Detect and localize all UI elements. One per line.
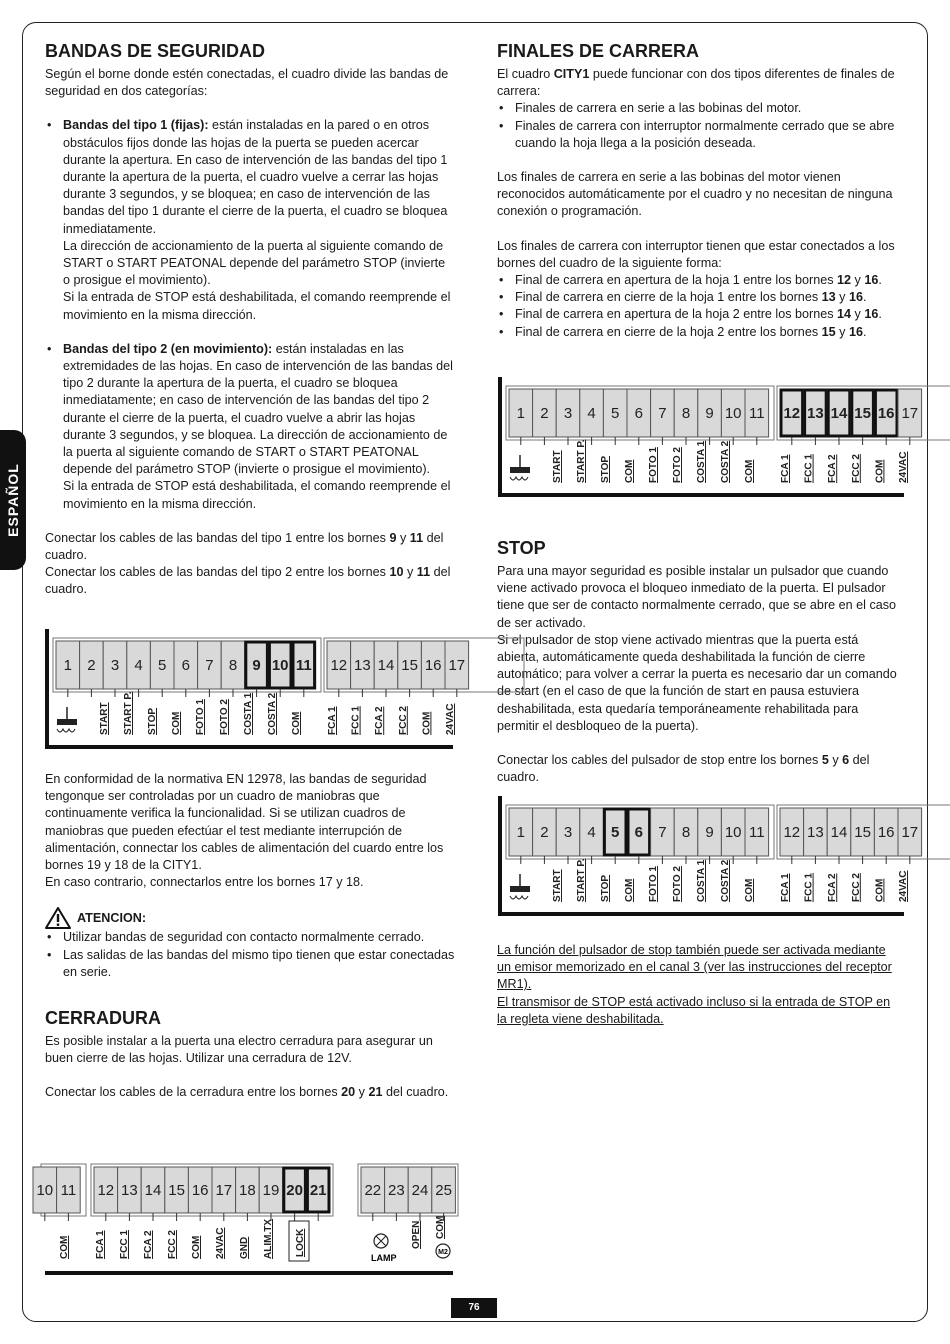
terminal-18 xyxy=(236,1167,260,1213)
terminal-number: 17 xyxy=(448,657,466,674)
terminal-number: 12 xyxy=(97,1182,115,1199)
terminal-7 xyxy=(651,389,675,437)
terminal-10 xyxy=(721,808,745,856)
finales-serie: Los finales de carrera en serie a las bobinas del motor vienen reconocidos automáticamente por el cuadro y no necesitan de ninguna conexión o programación. xyxy=(497,170,893,219)
left-column-lower xyxy=(45,771,455,1102)
finales-conn-list xyxy=(497,272,902,341)
terminal-6 xyxy=(174,641,198,689)
terminal-number: 16 xyxy=(191,1182,209,1199)
terminal-label: FOTO 1 xyxy=(648,447,659,483)
stop-text2: Si el pulsador de stop viene activado mientras que la puerta está abierta, automáticamente queda deshabilitada la función de cierre automático; para volver a cerrar la puerta es necesario dar un comando de start (en el caso de que la función de start en pausa estuviera deshabilitada, esta quedaría temporáneamente rehabilitada para permitir el desbloqueo de la puerta). xyxy=(497,632,897,733)
terminal-label: FOTO 2 xyxy=(219,699,230,735)
terminal-label: COM xyxy=(744,459,755,483)
terminal-number: 7 xyxy=(658,405,667,422)
terminal-number: 20 xyxy=(286,1182,303,1199)
terminal-label: COM xyxy=(744,878,755,902)
terminal-number: 19 xyxy=(262,1182,280,1199)
terminal-diagram-lock xyxy=(36,1163,453,1275)
bandas-conn2: Conectar los cables de las bandas del tipo 2 entre los bornes 10 y 11 del cuadro. xyxy=(45,565,451,597)
terminal-4 xyxy=(580,389,604,437)
right-column-stop xyxy=(497,537,902,786)
terminal-number: 11 xyxy=(60,1182,77,1199)
terminal-8 xyxy=(674,808,698,856)
terminal-number: 14 xyxy=(830,405,848,422)
terminal-label: COM xyxy=(874,459,886,483)
terminal-7 xyxy=(198,641,222,689)
terminal-3 xyxy=(103,641,127,689)
terminal-number: 4 xyxy=(587,405,596,422)
terminal-label: COSTA 2 xyxy=(720,859,731,902)
terminal-19 xyxy=(259,1167,283,1213)
terminal-10 xyxy=(33,1167,57,1213)
left-column xyxy=(45,40,455,599)
terminal-8 xyxy=(674,389,698,437)
terminal-17 xyxy=(898,808,922,856)
terminal-number: 9 xyxy=(252,657,261,674)
board-base xyxy=(498,493,904,497)
warning-icon xyxy=(45,907,71,929)
terminal-label: COSTA 1 xyxy=(696,859,707,902)
terminal-label: LOCK xyxy=(295,1228,306,1257)
terminal-diagram-stop xyxy=(498,796,919,916)
terminal-number: 17 xyxy=(901,824,919,841)
terminal-number: 10 xyxy=(271,657,289,674)
terminal-label: FCC 2 xyxy=(167,1230,178,1259)
terminal-16 xyxy=(874,808,898,856)
terminal-label: FOTO 1 xyxy=(195,699,206,735)
page-number: 76 xyxy=(451,1298,497,1318)
terminal-number: 5 xyxy=(611,824,620,841)
terminal-5 xyxy=(150,641,174,689)
motor-label: M2 xyxy=(438,1249,448,1256)
terminal-label: FCC 1 xyxy=(803,454,815,483)
terminal-label: COM xyxy=(435,1215,446,1239)
terminal-label: FOTO 1 xyxy=(648,866,659,902)
lock-icon xyxy=(289,1221,309,1261)
motor-icon xyxy=(436,1244,450,1258)
terminal-number: 17 xyxy=(901,405,919,422)
terminal-number: 4 xyxy=(587,824,596,841)
terminal-9 xyxy=(245,641,269,689)
terminal-17 xyxy=(212,1167,236,1213)
stop-note1: La función del pulsador de stop también puede ser activada mediante un emisor memorizado en el canal 3 (ver las instrucciones del receptor MR1). xyxy=(497,943,892,992)
terminal-label: FCA 1 xyxy=(95,1230,106,1259)
terminal-label: START xyxy=(552,869,563,902)
terminal-number: 1 xyxy=(516,824,525,841)
terminal-11 xyxy=(745,808,769,856)
bandas-intro: Según el borne donde estén conectadas, el cuadro divide las bandas de seguridad en dos categorías: xyxy=(45,67,449,99)
terminal-number: 13 xyxy=(354,657,371,674)
antenna-icon xyxy=(510,874,530,899)
terminal-number: 1 xyxy=(516,405,525,422)
terminal-5 xyxy=(603,389,627,437)
terminal-number: 15 xyxy=(854,824,871,841)
language-tab: ESPAÑOL xyxy=(0,430,26,570)
terminal-24 xyxy=(408,1167,432,1213)
finales-conn: • Final de carrera en apertura de la hoja 1 entre los bornes 12 y 16. xyxy=(497,272,902,289)
terminal-diagram-bandas xyxy=(45,629,466,749)
lamp-label: LAMP xyxy=(371,1253,397,1263)
terminal-label: COM xyxy=(874,878,886,902)
terminal-8 xyxy=(221,641,245,689)
terminal-label: COM xyxy=(291,711,302,735)
terminal-3 xyxy=(556,389,580,437)
finales-intro: El cuadro CITY1 puede funcionar con dos tipos diferentes de finales de carrera: xyxy=(497,67,895,99)
terminal-21 xyxy=(306,1167,330,1213)
terminal-number: 18 xyxy=(239,1182,256,1199)
terminal-label: COM xyxy=(421,711,433,735)
cerradura-conn: Conectar los cables de la cerradura entre los bornes 20 y 21 del cuadro. xyxy=(45,1085,449,1100)
terminal-label: START P. xyxy=(123,691,134,735)
terminal-10 xyxy=(721,389,745,437)
board-base xyxy=(498,912,904,916)
terminal-label: START P. xyxy=(576,858,587,902)
terminal-label: FCC 2 xyxy=(850,873,862,902)
board-edge xyxy=(498,796,502,914)
board-edge xyxy=(498,377,502,495)
terminal-label: COSTA 1 xyxy=(696,440,707,483)
lamp-icon xyxy=(371,1234,397,1263)
bandas-tipo2: • Bandas del tipo 2 (en movimiento): están instaladas en las extremidades de las hojas. En caso de intervención de las bandas del tipo 2 durante la apertura de la puerta, el cuadro se bloquea inmediatamente; en caso de intervención de las bandas del tipo 2 durante el cierre de la puerta, el cuadro vuelve a abrir las hojas durante 3 segundos, y se bloquea. La dirección de accionamiento de la puerta al siguiente comando de START o START PEATONAL depende del parámetro STOP (invierte o prosigue el movimiento). Si la entrada de STOP está deshabilitada, el comando reemprende el movimiento en la misma dirección. xyxy=(45,341,455,513)
terminal-number: 15 xyxy=(854,405,871,422)
terminal-15 xyxy=(398,641,422,689)
terminal-2 xyxy=(533,389,557,437)
terminal-number: 16 xyxy=(877,824,895,841)
terminal-13 xyxy=(804,808,828,856)
terminal-1 xyxy=(509,389,533,437)
terminal-label: COSTA 2 xyxy=(267,692,278,735)
terminal-label: OPEN xyxy=(411,1220,422,1249)
terminal-number: 13 xyxy=(807,824,824,841)
terminal-15 xyxy=(165,1167,189,1213)
terminal-number: 6 xyxy=(634,824,643,841)
terminal-number: 1 xyxy=(63,657,72,674)
terminal-14 xyxy=(827,808,851,856)
terminal-label: FCC 2 xyxy=(850,454,862,483)
terminal-13 xyxy=(118,1167,142,1213)
terminal-12 xyxy=(780,389,804,437)
terminal-17 xyxy=(898,389,922,437)
terminal-label: START xyxy=(99,702,110,735)
terminal-number: 5 xyxy=(158,657,167,674)
terminal-label: FCC 1 xyxy=(350,706,362,735)
terminal-number: 7 xyxy=(658,824,667,841)
norma-text2: En caso contrario, connectarlos entre los bornes 17 y 18. xyxy=(45,875,364,890)
finales-interr: Los finales de carrera con interruptor tienen que estar conectados a los bornes del cuadro de la siguiente forma: xyxy=(497,238,895,270)
terminal-13 xyxy=(804,389,828,437)
atencion-list xyxy=(45,929,455,981)
terminal-label: FCA 2 xyxy=(374,706,386,735)
terminal-13 xyxy=(351,641,375,689)
atencion-heading: ATENCION: xyxy=(45,907,455,929)
terminal-number: 3 xyxy=(110,657,120,674)
antenna-icon xyxy=(510,455,530,480)
finales-conn: • Final de carrera en cierre de la hoja 1 entre los bornes 13 y 16. xyxy=(497,289,902,306)
terminal-17 xyxy=(445,641,469,689)
terminal-25 xyxy=(432,1167,456,1213)
finales-type: • Finales de carrera con interruptor normalmente cerrado que se abre cuando la hoja llega a la posición deseada. xyxy=(497,118,902,152)
cerradura-text: Es posible instalar a la puerta una electro cerradura para asegurar un buen cierre de las hojas. Utilizar una cerradura de 12V. xyxy=(45,1034,433,1066)
terminal-label: FCA 2 xyxy=(827,454,839,483)
terminal-14 xyxy=(141,1167,165,1213)
terminal-number: 12 xyxy=(330,657,348,674)
terminal-number: 15 xyxy=(168,1182,185,1199)
finales-type: • Finales de carrera en serie a las bobinas del motor. xyxy=(497,100,902,117)
terminal-label: FOTO 2 xyxy=(672,447,683,483)
terminal-number: 16 xyxy=(877,405,895,422)
terminal-label: 24VAC xyxy=(898,451,909,483)
terminal-label: 24VAC xyxy=(898,870,909,902)
terminal-number: 10 xyxy=(36,1182,54,1199)
terminal-number: 9 xyxy=(705,824,714,841)
terminal-label: FCA 1 xyxy=(780,873,791,902)
terminal-label: FCC 1 xyxy=(119,1230,130,1259)
terminal-label: COM xyxy=(191,1235,202,1259)
terminal-16 xyxy=(421,641,445,689)
terminal-diagram-finales xyxy=(498,377,919,497)
terminal-15 xyxy=(851,808,875,856)
terminal-7 xyxy=(651,808,675,856)
terminal-label: STOP xyxy=(600,874,611,902)
terminal-label: COM xyxy=(624,459,635,483)
terminal-label: FOTO 2 xyxy=(672,866,683,902)
terminal-number: 14 xyxy=(830,824,848,841)
terminal-number: 15 xyxy=(401,657,418,674)
terminal-label: GND xyxy=(239,1236,250,1259)
terminal-label: STOP xyxy=(147,707,158,735)
terminal-number: 14 xyxy=(144,1182,162,1199)
terminal-number: 17 xyxy=(215,1182,233,1199)
terminal-1 xyxy=(509,808,533,856)
stop-title: STOP xyxy=(497,538,546,558)
bandas-tipo1: • Bandas del tipo 1 (fijas): están instaladas en la pared o en otros obstáculos fijos donde las hojas de la puerta se pueden acercar durante la apertura. En caso de intervención de las bandas del tipo 1 durante la apertura de la puerta, el cuadro vuelve a cerrar las hojas durante 3 segundos, y se bloquea; en caso de intervención de las bandas del tipo 1 durante el cierre de la puerta, el cuadro se bloquea inmediatamente. La dirección de accionamiento de la puerta al siguiente comando de START o START PEATONAL depende del parámetro STOP (invierte o prosigue el movimiento). Si la entrada de STOP está deshabilitada, el comando reemprende el movimiento en la misma dirección. xyxy=(45,117,455,323)
terminal-number: 22 xyxy=(364,1182,382,1199)
terminal-label: COSTA 2 xyxy=(720,440,731,483)
terminal-16 xyxy=(188,1167,212,1213)
bandas-title: BANDAS DE SEGURIDAD xyxy=(45,41,266,61)
terminal-label: COM xyxy=(59,1235,70,1259)
terminal-number: 6 xyxy=(634,405,643,422)
terminal-label: 24VAC xyxy=(215,1227,226,1259)
terminal-9 xyxy=(698,389,722,437)
terminal-16 xyxy=(874,389,898,437)
stop-text: Para una mayor seguridad es posible instalar un pulsador que cuando viene activado provoca el bloqueo inmediato de la puerta. El pulsador tiene que ser de contacto normalmente cerrado, que se abre en el caso de ser activado. xyxy=(497,564,897,630)
stop-notes xyxy=(497,942,902,1028)
finales-types xyxy=(497,100,902,152)
terminal-number: 11 xyxy=(295,657,312,674)
terminal-number: 23 xyxy=(388,1182,405,1199)
terminal-label: FCA 1 xyxy=(780,454,791,483)
terminal-3 xyxy=(556,808,580,856)
terminal-11 xyxy=(292,641,316,689)
terminal-23 xyxy=(385,1167,409,1213)
terminal-11 xyxy=(745,389,769,437)
norma-text: En conformidad de la normativa EN 12978, las bandas de seguridad tengonque ser controladas por un cuadro de maniobras que continuamente verifica la funcionalidad. Si se utilizan cuadros de maniobras que pueden efectúar el test mediante interrupción de alimentación, connectar los cables de alimentación del cuardo entre los bornes 19 y 18 de la CITY1. xyxy=(45,772,444,873)
terminal-number: 2 xyxy=(540,405,549,422)
terminal-label: FCC 1 xyxy=(803,873,815,902)
terminal-10 xyxy=(268,641,292,689)
terminal-number: 25 xyxy=(435,1182,452,1199)
terminal-label: ALIM.TX xyxy=(263,1219,274,1259)
stop-note2: El transmisor de STOP está activado incluso si la entrada de STOP en la regleta viene deshabilitada. xyxy=(497,994,891,1026)
terminal-number: 12 xyxy=(783,405,801,422)
terminal-label: COM xyxy=(624,878,635,902)
terminal-label: COSTA 1 xyxy=(243,692,254,735)
terminal-2 xyxy=(80,641,104,689)
terminal-4 xyxy=(127,641,151,689)
finales-conn: • Final de carrera en cierre de la hoja 2 entre los bornes 15 y 16. xyxy=(497,324,902,341)
terminal-12 xyxy=(780,808,804,856)
bandas-list xyxy=(45,117,455,512)
stop-conn: Conectar los cables del pulsador de stop entre los bornes 5 y 6 del cuadro. xyxy=(497,753,870,785)
terminal-14 xyxy=(827,389,851,437)
terminal-label: START P. xyxy=(576,439,587,483)
terminal-number: 5 xyxy=(611,405,620,422)
board-base xyxy=(45,1271,453,1275)
terminal-number: 11 xyxy=(749,405,765,422)
terminal-number: 6 xyxy=(181,657,190,674)
terminal-label: STOP xyxy=(600,455,611,483)
terminal-number: 13 xyxy=(807,405,824,422)
terminal-number: 11 xyxy=(749,824,765,841)
terminal-label: START xyxy=(552,450,563,483)
terminal-label: FCA 2 xyxy=(143,1230,154,1259)
terminal-22 xyxy=(361,1167,385,1213)
board-base xyxy=(45,745,453,749)
terminal-2 xyxy=(533,808,557,856)
terminal-label: 24VAC xyxy=(445,703,456,735)
right-column xyxy=(497,40,902,341)
terminal-14 xyxy=(374,641,398,689)
terminal-label: FCA 1 xyxy=(327,706,338,735)
terminal-number: 14 xyxy=(377,657,395,674)
terminal-number: 3 xyxy=(563,405,573,422)
terminal-4 xyxy=(580,808,604,856)
terminal-number: 10 xyxy=(724,405,742,422)
terminal-number: 16 xyxy=(424,657,442,674)
cerradura-title: CERRADURA xyxy=(45,1008,161,1029)
terminal-1 xyxy=(56,641,80,689)
terminal-6 xyxy=(627,808,651,856)
terminal-number: 4 xyxy=(134,657,143,674)
board-edge xyxy=(45,629,49,747)
atencion-item: • Las salidas de las bandas del mismo tipo tienen que estar conectadas en serie. xyxy=(45,947,455,981)
terminal-number: 7 xyxy=(205,657,214,674)
terminal-number: 21 xyxy=(309,1182,327,1199)
terminal-label: FCC 2 xyxy=(397,706,409,735)
terminal-number: 8 xyxy=(681,824,691,841)
terminal-number: 13 xyxy=(121,1182,138,1199)
terminal-label: COM xyxy=(171,711,182,735)
terminal-number: 9 xyxy=(705,405,714,422)
terminal-number: 2 xyxy=(87,657,96,674)
terminal-number: 10 xyxy=(724,824,742,841)
finales-title: FINALES DE CARRERA xyxy=(497,41,700,61)
bandas-conn1: Conectar los cables de las bandas del tipo 1 entre los bornes 9 y 11 del cuadro. xyxy=(45,530,444,563)
terminal-12 xyxy=(327,641,351,689)
terminal-20 xyxy=(283,1167,307,1213)
terminal-number: 12 xyxy=(783,824,801,841)
terminal-number: 8 xyxy=(681,405,691,422)
terminal-15 xyxy=(851,389,875,437)
terminal-9 xyxy=(698,808,722,856)
terminal-number: 2 xyxy=(540,824,549,841)
terminal-number: 3 xyxy=(563,824,573,841)
terminal-12 xyxy=(94,1167,118,1213)
antenna-icon xyxy=(57,707,77,732)
terminal-11 xyxy=(57,1167,81,1213)
terminal-number: 24 xyxy=(411,1182,429,1199)
terminal-label: FCA 2 xyxy=(827,873,839,902)
terminal-6 xyxy=(627,389,651,437)
finales-conn: • Final de carrera en apertura de la hoja 2 entre los bornes 14 y 16. xyxy=(497,306,902,323)
terminal-5 xyxy=(603,808,627,856)
terminal-number: 8 xyxy=(228,657,238,674)
atencion-item: • Utilizar bandas de seguridad con contacto normalmente cerrado. xyxy=(45,929,455,946)
